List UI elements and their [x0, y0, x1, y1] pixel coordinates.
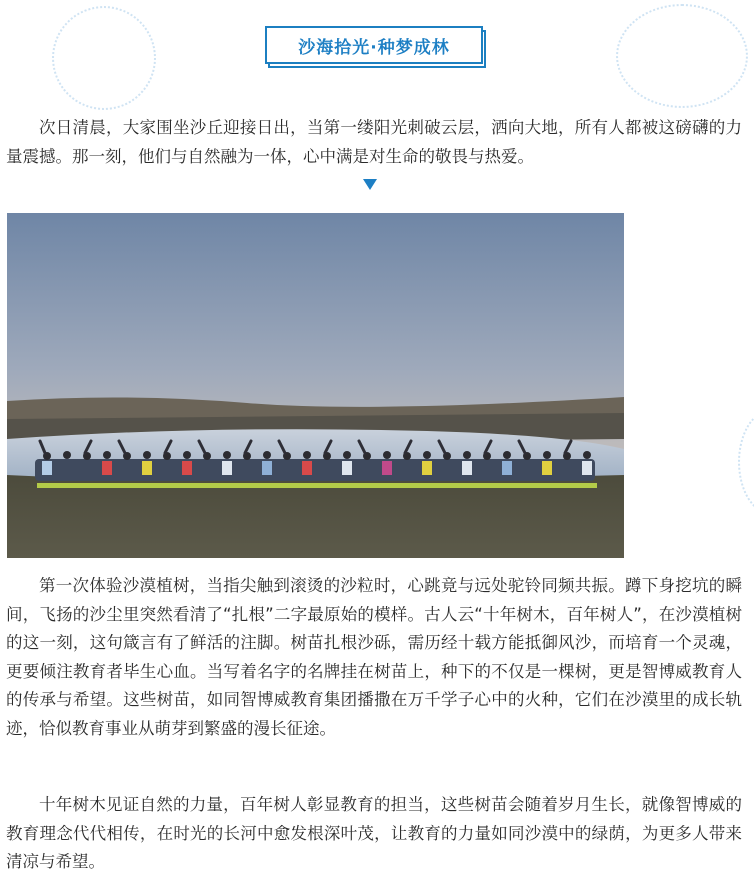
paragraph-education: 十年树木见证自然的力量，百年树人彰显教育的担当，这些树苗会随着岁月生长，就像智博威的教育理念代代相传，在时光的长河中愈发根深叶茂，让教育的力量如同沙漠中的绿荫，为更多人带来清凉与希望。: [6, 795, 742, 871]
paragraph-tree-planting: 第一次体验沙漠植树，当指尖触到滚烫的沙粒时，心跳竟与远处驼铃同频共振。蹲下身挖坑的瞬间，飞扬的沙尘里突然看清了“扎根”二字最原始的模样。古人云“十年树木，百年树人”，在沙漠植树的这一刻，这句箴言有了鲜活的注脚。树苗扎根沙砾，需历经十载方能抵御风沙，而培育一个灵魂，更要倾注教育者毕生心血。当写着名字的名牌挂在树苗上，种下的不仅是一棵树，更是智博威教育人的传承与希望。这些树苗，如同智博威教育集团播撒在万千学子心中的火种，它们在沙漠里的成长轨迹，恰似教育事业从萌芽到繁盛的漫长征途。: [6, 576, 742, 738]
group-photo-desert-lake: [7, 213, 624, 558]
down-triangle-icon: [363, 179, 377, 190]
section-title: 沙海拾光·种梦成林: [265, 26, 483, 64]
section-title-frame: [265, 26, 487, 69]
paragraph-sunrise: 次日清晨，大家围坐沙丘迎接日出，当第一缕阳光刺破云层，洒向大地，所有人都被这磅礴的力量震撼。那一刻，他们与自然融为一体，心中满是对生命的敬畏与热爱。: [6, 118, 742, 166]
decorative-circle-edge: [738, 410, 754, 514]
decorative-circle-left: [52, 6, 156, 110]
decorative-circle-right: [616, 4, 748, 108]
